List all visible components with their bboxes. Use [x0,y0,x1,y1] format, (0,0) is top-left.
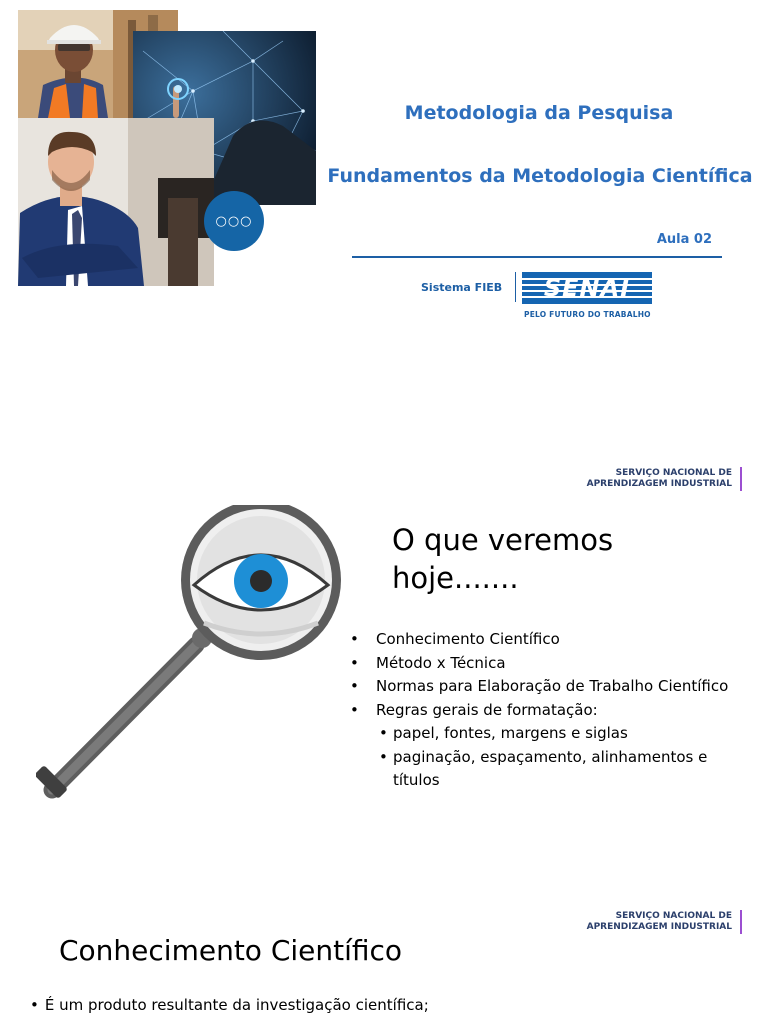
logo-divider [515,272,516,302]
more-options-button[interactable] [204,191,264,251]
list-item [30,996,429,1014]
more-dots-icon: ○○○ [215,213,253,229]
org-line-1: SERVIÇO NACIONAL DE [615,911,732,921]
system-label: Sistema FIEB [421,281,503,294]
title-divider [352,256,722,258]
sub-list-item: • papel, fontes, margens e siglas [348,722,753,746]
senai-logo-text: SENAI [543,274,631,302]
magnifier-eye-icon [36,505,346,815]
agenda-heading-line-2: hoje....... [392,561,519,595]
agenda-heading [392,521,732,597]
logo-tagline: PELO FUTURO DO TRABALHO [524,310,651,319]
course-subtitle: Fundamentos da Metodologia Científica [327,165,753,187]
org-line-2: APRENDIZAGEM INDUSTRIAL [586,479,732,489]
list-item: • Conhecimento Científico [348,628,753,652]
lesson-label: Aula 02 [656,232,712,247]
org-accent-bar [740,910,742,934]
org-line-2: APRENDIZAGEM INDUSTRIAL [586,922,732,932]
section-slide [0,900,768,1024]
section-title: Conhecimento Científico [59,934,403,967]
list-item: • Regras gerais de formatação: [348,699,753,723]
course-title: Metodologia da Pesquisa [404,102,674,124]
bullet-icon: • [30,996,39,1014]
agenda-list [348,628,753,793]
org-line-1: SERVIÇO NACIONAL DE [615,468,732,478]
cover-slide [0,0,768,340]
agenda-heading-line-1: O que veremos [392,523,614,557]
list-item-text: É um produto resultante da investigação científica; [44,996,429,1014]
agenda-slide [0,455,768,885]
senai-logo [522,272,652,304]
list-item: • Normas para Elaboração de Trabalho Científico [348,675,753,699]
sub-list-item: • paginação, espaçamento, alinhamentos e títulos [348,746,753,793]
list-item: • Método x Técnica [348,652,753,676]
businessman-photo [18,118,214,286]
org-header [587,468,732,490]
org-header [587,911,732,933]
org-accent-bar [740,467,742,491]
